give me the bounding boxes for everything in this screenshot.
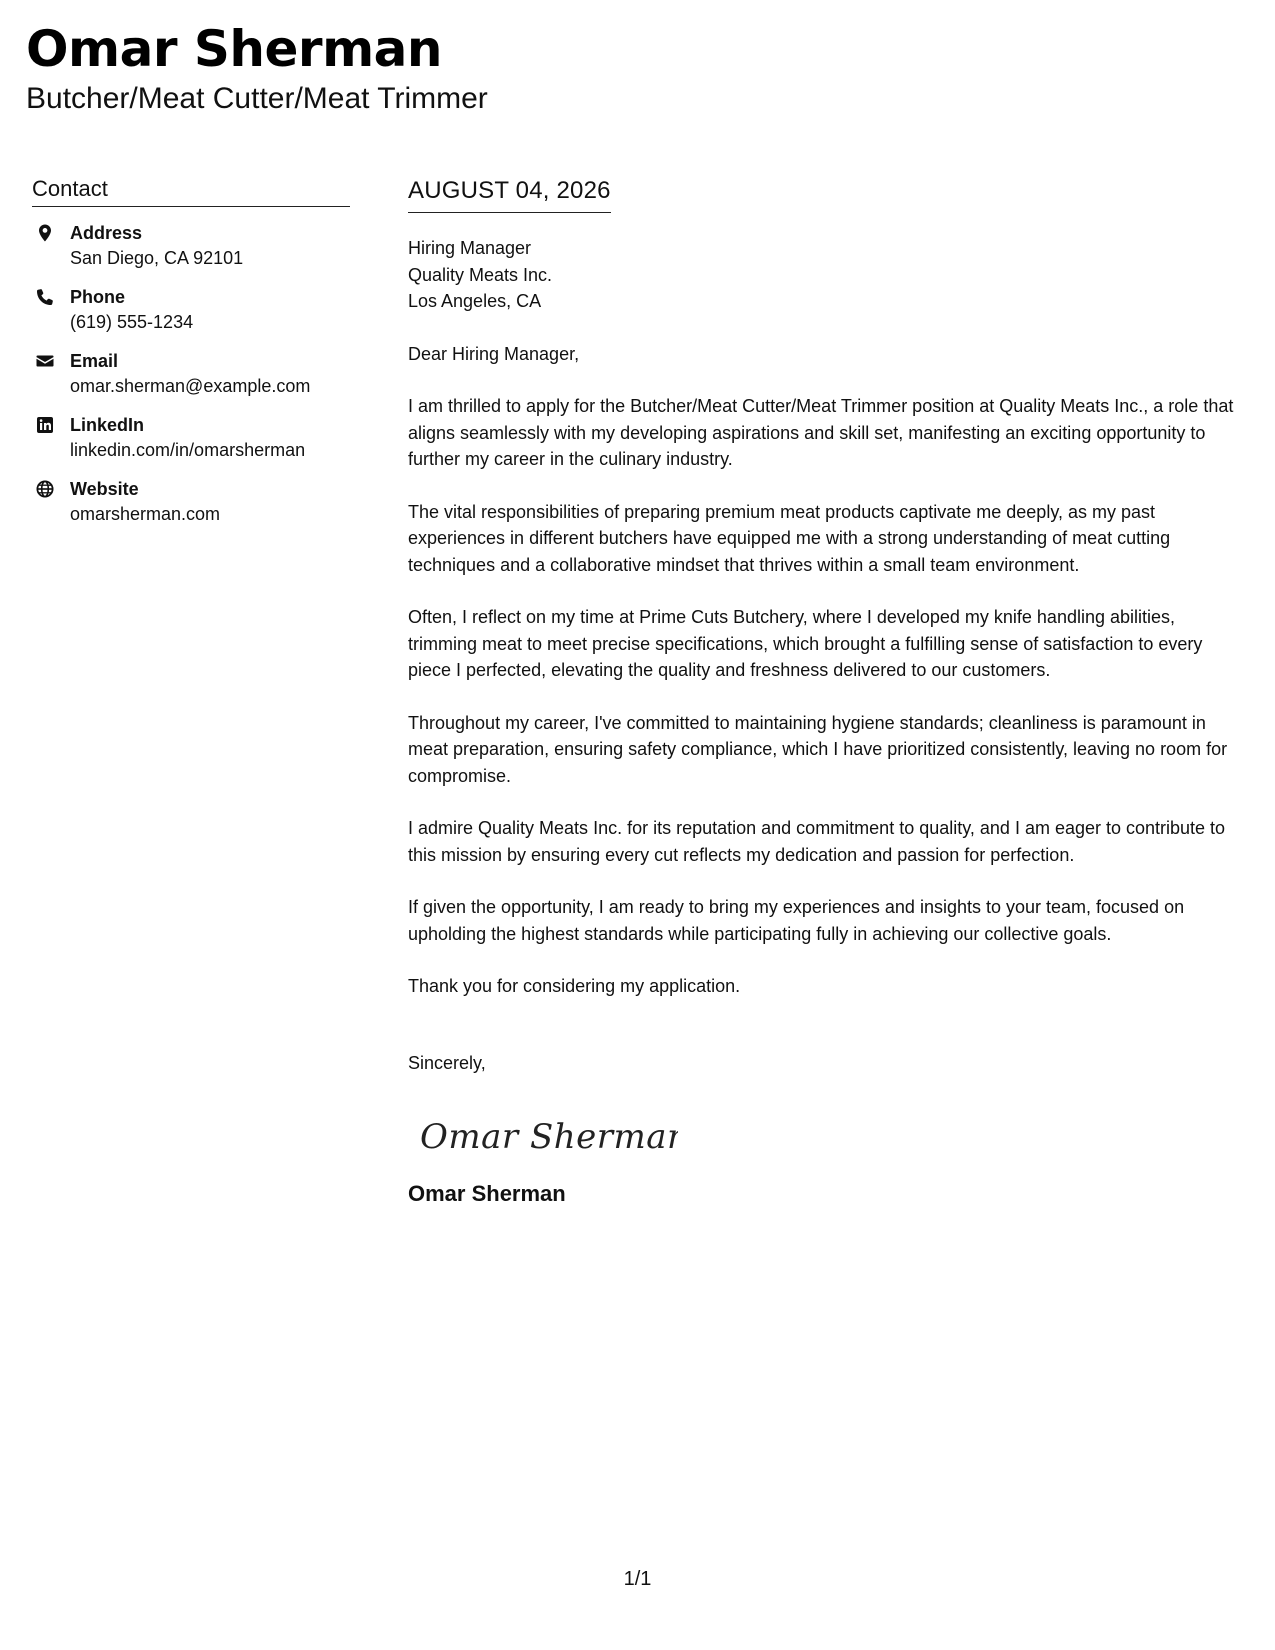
website-value: omarsherman.com bbox=[70, 504, 221, 525]
contact-item-email bbox=[32, 349, 350, 399]
contact-item-address bbox=[32, 221, 350, 271]
contact-label: Website bbox=[70, 479, 139, 500]
globe-icon bbox=[35, 479, 55, 499]
closing: Sincerely, bbox=[408, 1052, 486, 1073]
letter-paragraph: Thank you for considering my application. bbox=[408, 976, 741, 997]
letter-paragraph: The vital responsibilities of preparing premium meat products captivate me deeply, as my past experiences in different butchers have equipped me with a strong understanding of meat cutting techniques and a collaborative mindset that thrives within a small team environment. bbox=[408, 501, 1171, 575]
linkedin-value: linkedin.com/in/omarsherman bbox=[70, 440, 306, 461]
email-value: omar.sherman@example.com bbox=[70, 376, 311, 397]
contact-label: Email bbox=[70, 351, 119, 372]
contact-label: Address bbox=[70, 223, 143, 244]
letter-paragraph: I admire Quality Meats Inc. for its reputation and commitment to quality, and I am eager to contribute to this mission by ensuring every cut reflects my dedication and passion for perfection. bbox=[408, 818, 1226, 865]
letter-paragraph: I am thrilled to apply for the Butcher/Meat Cutter/Meat Trimmer position at Quality Meats Inc., a role that aligns seamlessly with my developing aspirations and skill set, manifesting an exciting opportunity to further my career in the culinary industry. bbox=[408, 396, 1234, 470]
letter-paragraph: Throughout my career, I've committed to maintaining hygiene standards; cleanliness is paramount in meat preparation, ensuring safety compliance, which I have prioritized consistently, leaving no room for compromise. bbox=[408, 712, 1228, 786]
letter-paragraph: Often, I reflect on my time at Prime Cuts Butchery, where I developed my knife handling abilities, trimming meat to meet precise specifications, which brought a fulfilling sense of satisfaction to every piece I perfected, elevating the quality and freshness delivered to our customers. bbox=[408, 607, 1203, 681]
contact-label: Phone bbox=[70, 287, 126, 308]
contact-item-website bbox=[32, 477, 350, 527]
letter-paragraph: If given the opportunity, I am ready to bring my experiences and insights to your team, focused on upholding the highest standards while participating fully in achieving our collective goals. bbox=[408, 897, 1185, 944]
signature-text: Omar Sherman bbox=[420, 1117, 678, 1158]
map-pin-icon bbox=[35, 223, 55, 243]
contact-label: LinkedIn bbox=[70, 415, 145, 436]
letter-body bbox=[408, 178, 1248, 1207]
phone-value: (619) 555-1234 bbox=[70, 312, 194, 333]
letter-date: AUGUST 04, 2026 bbox=[408, 178, 611, 213]
signed-name: Omar Sherman bbox=[408, 1181, 566, 1207]
contact-item-phone bbox=[32, 285, 350, 335]
salutation: Dear Hiring Manager, bbox=[408, 343, 580, 364]
envelope-icon bbox=[35, 351, 55, 371]
contact-section-title: Contact bbox=[32, 177, 350, 207]
recipient-title: Hiring Manager bbox=[408, 238, 532, 259]
linkedin-icon bbox=[35, 415, 55, 435]
recipient-company: Quality Meats Inc. bbox=[408, 264, 553, 285]
handwritten-signature bbox=[418, 1106, 678, 1166]
applicant-role: Butcher/Meat Cutter/Meat Trimmer bbox=[26, 82, 488, 115]
page-number: 1/1 bbox=[623, 1568, 652, 1590]
contact-sidebar bbox=[32, 177, 350, 541]
address-value: San Diego, CA 92101 bbox=[70, 248, 244, 269]
phone-icon bbox=[35, 287, 55, 307]
applicant-name: Omar Sherman bbox=[26, 20, 443, 78]
recipient-location: Los Angeles, CA bbox=[408, 291, 542, 312]
contact-item-linkedin bbox=[32, 413, 350, 463]
contact-list bbox=[32, 221, 350, 527]
recipient-block bbox=[408, 235, 1248, 315]
